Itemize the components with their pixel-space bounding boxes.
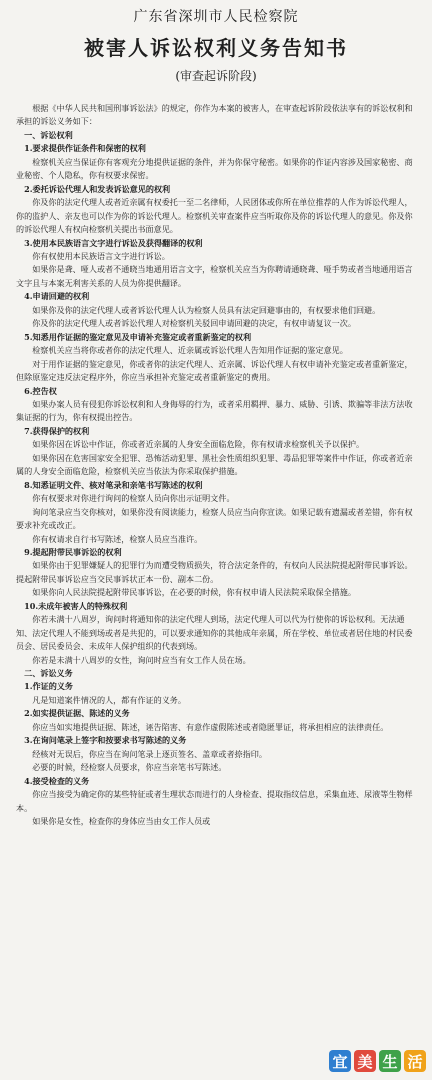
subsection-heading: 1.要求提供作证条件和保密的权利 <box>24 143 146 154</box>
body-paragraph: 如果办案人员有侵犯你诉讼权利和人身侮辱的行为，或者采用羁押、暴力、威胁、引诱、欺骗等非法方法收集证据的行为，你有权提出控告。 <box>16 398 413 423</box>
subsection-heading: 3.在询问笔录上签字和按要求书写陈述的义务 <box>24 735 187 746</box>
subsection-heading: 8.知悉证明文件、核对笔录和亲笔书写陈述的权利 <box>24 479 203 490</box>
body-paragraph: 如果你是聋、哑人或者不通晓当地通用语言文字，检察机关应当为你聘请通晓聋、哑手势或者当地通用语言文字且与本案无利害关系的人员为你提供翻译。 <box>16 264 413 288</box>
body-paragraph: 你应当如实地提供证据、陈述，诬告陷害、有意作虚假陈述或者隐匿罪证，将承担相应的法律责任。 <box>32 721 389 732</box>
subsection-heading: 1.作证的义务 <box>24 681 74 692</box>
watermark-char: 美 <box>354 1050 376 1072</box>
subsection-heading: 5.知悉用作证据的鉴定意见及申请补充鉴定或者重新鉴定的权利 <box>24 331 252 342</box>
body-paragraph: 你有权要求对你进行询问的检察人员向你出示证明文件。 <box>32 493 235 504</box>
watermark-char: 生 <box>379 1050 401 1072</box>
body-paragraph: 检察机关应当将你或者你的法定代理人、近亲属或诉讼代理人告知用作证据的鉴定意见。 <box>32 345 348 356</box>
body-paragraph: 你及你的法定代理人或者诉讼代理人对检察机关驳回申请回避的决定，有权申请复议一次。 <box>32 318 356 329</box>
body-paragraph: 如果你向人民法院提起附带民事诉讼，在必要的时候，你有权申请人民法院采取保全措施。 <box>32 587 356 598</box>
body-paragraph: 经核对无误后，你应当在询问笔录上逐页签名、盖章或者捺指印。 <box>32 748 267 759</box>
body-paragraph: 如果你及你的法定代理人或者诉讼代理人认为检察人员具有法定回避事由的，有权要求他们回避。 <box>32 304 381 315</box>
subsection-heading: 7.获得保护的权利 <box>24 425 90 436</box>
body-paragraph: 检察机关应当保证你有客观充分地提供证据的条件，并为你保守秘密。如果你的作证内容涉及国家秘密、商业秘密、个人隐私，你有权要求保密。 <box>16 156 413 181</box>
body-paragraph: 如果你由于犯罪嫌疑人的犯罪行为而遭受物质损失，符合法定条件的，有权向人民法院提起附带民事诉讼。提起附带民事诉讼应当交民事诉状正本一份、副本二份。 <box>16 560 413 584</box>
body-paragraph: 你若未满十八周岁，询问时将通知你的法定代理人到场，法定代理人可以代为行使你的诉讼权利。无法通知、法定代理人不能到场或者是共犯的，可以要求通知你的其他成年亲属，所在学校、单位或者居住地的村民委员会、居民委员会、未成年人保护组织的代表到场。 <box>16 614 413 652</box>
section-heading: 一、诉讼权利 <box>24 129 73 140</box>
subsection-heading: 2.委托诉讼代理人和发表诉讼意见的权利 <box>24 183 171 194</box>
body-paragraph: 根据《中华人民共和国刑事诉讼法》的规定，你作为本案的被害人，在审查起诉阶段依法享有的诉讼权利和承担的诉讼义务如下： <box>16 103 413 127</box>
body-paragraph: 凡是知道案件情况的人，都有作证的义务。 <box>32 694 186 705</box>
body-paragraph: 对于用作证据的鉴定意见，你或者你的法定代理人、近亲属、诉讼代理人有权申请补充鉴定或者重新鉴定，但除原鉴定违反法定程序外，你应当承担补充鉴定或者重新鉴定的费用。 <box>16 358 413 383</box>
body-paragraph: 如果你因在诉讼中作证，你或者近亲属的人身安全面临危险，你有权请求检察机关予以保护。 <box>32 439 365 450</box>
subsection-heading: 4.申请回避的权利 <box>24 291 90 302</box>
body-paragraph: 你应当接受为确定你的某些特征或者生理状态而进行的人身检查、提取指纹信息，采集血迹、尿液等生物样本。 <box>16 789 413 813</box>
subsection-heading: 10.未成年被害人的特殊权利 <box>24 600 128 611</box>
body-paragraph: 你若是未满十八周岁的女性，询问时应当有女工作人员在场。 <box>32 654 251 665</box>
watermark-logo <box>329 1050 426 1072</box>
subsection-heading: 3.使用本民族语言文字进行诉讼及获得翻译的权利 <box>24 237 203 248</box>
document-stage: (审查起诉阶段) <box>175 69 257 83</box>
issuing-organization: 广东省深圳市人民检察院 <box>133 9 299 25</box>
document-title: 被害人诉讼权利义务告知书 <box>84 36 348 60</box>
subsection-heading: 2.如实提供证据、陈述的义务 <box>24 708 130 719</box>
body-paragraph: 必要的时候，经检察人员要求，你应当亲笔书写陈述。 <box>32 762 227 773</box>
section-heading: 二、诉讼义务 <box>24 668 73 679</box>
subsection-heading: 6.控告权 <box>24 385 57 396</box>
body-paragraph: 询问笔录应当交你核对，如果你没有阅读能力，检察人员应当向你宣读。如果记载有遗漏或者差错，你有权要求补充或改正。 <box>16 506 413 531</box>
body-paragraph: 你及你的法定代理人或者近亲属有权委托一至二名律师，人民团体或你所在单位推荐的人作为诉讼代理人，你的监护人、亲友也可以作为你的诉讼代理人。检察机关审查案件应当听取你及你的诉讼代理人的意见。你及你的诉讼代理人有权向检察机关提出书面意见。 <box>16 197 413 235</box>
body-paragraph: 你有权使用本民族语言文字进行诉讼。 <box>32 250 170 261</box>
watermark-char: 活 <box>404 1050 426 1072</box>
body-paragraph: 如果你是女性，检查你的身体应当由女工作人员或 <box>32 816 211 827</box>
watermark-char: 宜 <box>329 1050 351 1072</box>
document-header <box>0 6 432 84</box>
body-paragraph: 如果你因在危害国家安全犯罪、恐怖活动犯罪、黑社会性质组织犯罪、毒品犯罪等案件中作证，你或者近亲属的人身安全面临危险，检察机关应当依法为你采取保护措施。 <box>16 452 413 477</box>
body-paragraph: 你有权请求自行书写陈述，检察人员应当准许。 <box>32 533 203 544</box>
document-body <box>16 102 416 828</box>
subsection-heading: 4.接受检查的义务 <box>24 775 90 786</box>
subsection-heading: 9.提起附带民事诉讼的权利 <box>24 546 122 557</box>
